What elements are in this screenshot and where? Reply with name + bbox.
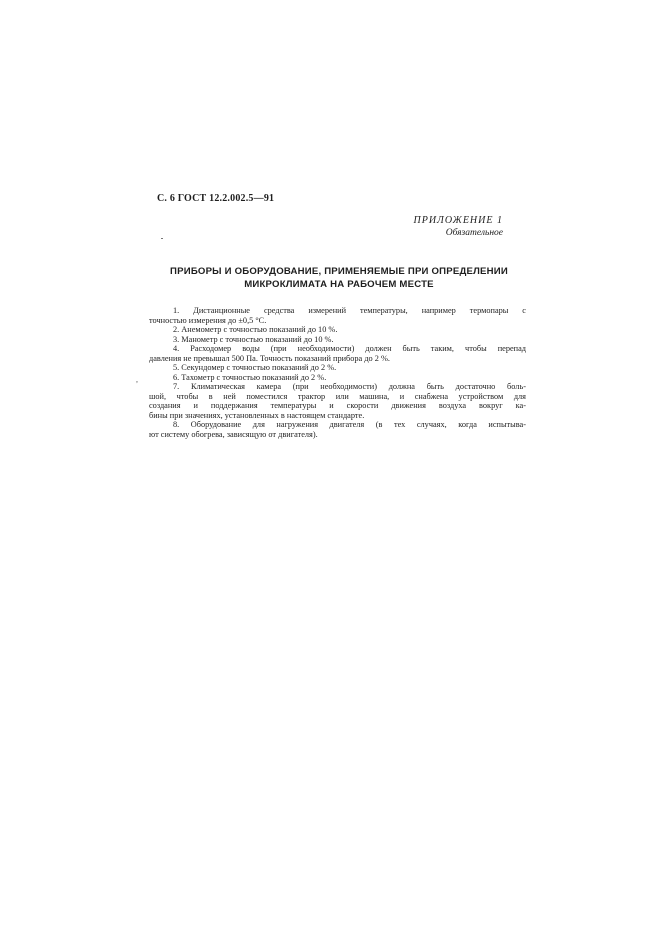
appendix-title: ПРИЛОЖЕНИЕ 1: [413, 215, 503, 226]
title-line-2: МИКРОКЛИМАТА НА РАБОЧЕМ МЕСТЕ: [244, 279, 434, 290]
item-3: 3. Манометр с точностью показаний до 10 %.: [173, 334, 334, 344]
item-4-line-1: 4. Расходомер воды (при необходимости) должен быть таким, чтобы перепад: [173, 344, 526, 353]
appendix-note: Обязательное: [445, 228, 503, 238]
item-7-line-3: создания и поддержания температуры и скорости движения воздуха вокруг ка-: [149, 401, 526, 410]
item-7-line-1: 7. Климатическая камера (при необходимости) должна быть достаточно боль-: [173, 382, 526, 391]
item-8-line-2: ют систему обогрева, зависящую от двигателя).: [149, 429, 318, 439]
document-title: [140, 265, 538, 291]
item-7-line-2: шой, чтобы в ней поместился трактор или машина, и снабжена устройством для: [149, 391, 526, 401]
scan-mark: ,: [136, 375, 138, 384]
item-5: 5. Секундомер с точностью показаний до 2 %.: [173, 363, 337, 372]
item-7-line-4: бины при значениях, установленных в настоящем стандарте.: [149, 410, 365, 420]
page-header: С. 6 ГОСТ 12.2.002.5—91: [157, 193, 275, 204]
item-1-line-2: точностью измерения до ±0,5 °С.: [149, 315, 267, 325]
title-line-1: ПРИБОРЫ И ОБОРУДОВАНИЕ, ПРИМЕНЯЕМЫЕ ПРИ ОПРЕДЕЛЕНИИ: [170, 266, 508, 277]
item-4-line-2: давления не превышал 500 Па. Точность показаний прибора до 2 %.: [149, 353, 390, 363]
appendix-label: [414, 214, 504, 239]
item-6: 6. Тахометр с точностью показаний до 2 %.: [173, 372, 327, 382]
item-8-line-1: 8. Оборудование для нагружения двигателя (в тех случаях, когда испытыва-: [173, 420, 526, 429]
item-1-line-1: 1. Дистанционные средства измерений температуры, например термопары с: [173, 306, 526, 315]
equipment-list: [149, 306, 526, 439]
scan-speck: [161, 238, 163, 239]
item-2: 2. Анемометр с точностью показаний до 10 %.: [173, 325, 338, 334]
